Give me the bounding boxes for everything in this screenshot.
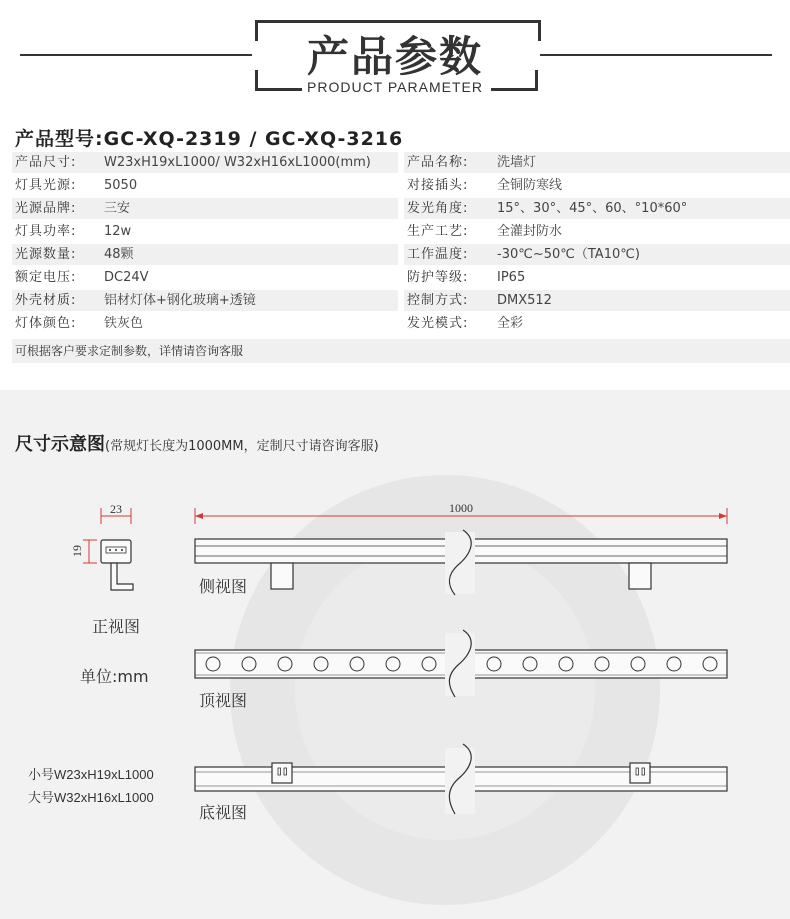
spec-value: DMX512	[491, 290, 790, 311]
spec-row	[12, 290, 790, 313]
spec-label: 生产工艺:	[407, 224, 469, 239]
spec-label: 产品名称:	[404, 152, 491, 173]
spec-label: 灯具功率:	[15, 224, 77, 239]
spec-label: 产品尺寸:	[12, 152, 98, 173]
spec-label: 光源数量:	[12, 244, 98, 265]
spec-label: 灯体颜色:	[15, 316, 77, 331]
size-large-label: 大号W32xH16xL1000	[28, 790, 154, 805]
spec-row	[12, 313, 790, 336]
spec-label: 控制方式:	[404, 290, 491, 311]
spec-value: 48颗	[98, 244, 398, 265]
dimension-section	[0, 390, 790, 919]
length-label: 1000	[449, 501, 473, 515]
spec-row	[12, 244, 790, 267]
spec-label: 灯具光源:	[15, 178, 77, 193]
dimension-drawing	[0, 390, 790, 919]
spec-label: 额定电压:	[15, 270, 77, 285]
spec-value: -30℃~50℃（TA10℃)	[491, 244, 790, 265]
spec-label: 发光模式:	[407, 316, 469, 331]
dimension-title-main: 尺寸示意图	[15, 434, 105, 455]
spec-row	[12, 152, 790, 175]
spec-row	[12, 221, 790, 244]
spec-value: 洗墙灯	[491, 152, 790, 173]
page-title: 产品参数	[306, 32, 483, 81]
spec-label: 防护等级:	[407, 270, 469, 285]
spec-value: 三安	[98, 198, 398, 219]
spec-value: 全彩	[497, 316, 524, 331]
spec-value: 12w	[104, 224, 132, 239]
spec-label: 工作温度:	[404, 244, 491, 265]
unit-label: 单位:mm	[80, 667, 149, 686]
spec-value: 5050	[104, 178, 138, 193]
spec-value: 铁灰色	[104, 316, 144, 331]
spec-label: 发光角度:	[404, 198, 491, 219]
height-label: 19	[70, 545, 84, 557]
spec-table	[12, 152, 790, 336]
dimension-title	[15, 430, 379, 456]
spec-value: 铝材灯体+钢化玻璃+透镜	[98, 290, 398, 311]
spec-row	[12, 267, 790, 290]
spec-value: IP65	[497, 270, 526, 285]
spec-value: 全灌封防水	[497, 224, 563, 239]
dimension-title-note: (常规灯长度为1000MM，定制尺寸请咨询客服)	[105, 439, 379, 454]
page-subtitle: PRODUCT PARAMETER	[307, 79, 483, 95]
spec-label: 光源品牌:	[12, 198, 98, 219]
spec-value: W23xH19xL1000/ W32xH16xL1000(mm)	[98, 152, 398, 173]
front-view-drawing	[83, 508, 133, 590]
spec-value: 全铜防寒线	[497, 178, 563, 193]
front-view-label: 正视图	[92, 617, 141, 636]
section-header	[0, 0, 790, 110]
side-view-drawing	[195, 530, 727, 595]
width-label: 23	[110, 502, 122, 516]
size-small-label: 小号W23xH19xL1000	[28, 767, 154, 782]
spec-row	[12, 175, 790, 198]
spec-label: 对接插头:	[407, 178, 469, 193]
spec-label: 外壳材质:	[12, 290, 98, 311]
custom-note: 可根据客户要求定制参数，详情请咨询客服	[12, 339, 790, 363]
product-model: 产品型号:GC-XQ-2319 / GC-XQ-3216	[15, 128, 404, 150]
spec-row	[12, 198, 790, 221]
bottom-view-label: 底视图	[199, 803, 248, 822]
side-view-label: 侧视图	[199, 577, 248, 596]
spec-value: DC24V	[104, 270, 149, 285]
top-view-label: 顶视图	[199, 691, 248, 710]
spec-value: 15°、30°、45°、60、°10*60°	[491, 198, 790, 219]
